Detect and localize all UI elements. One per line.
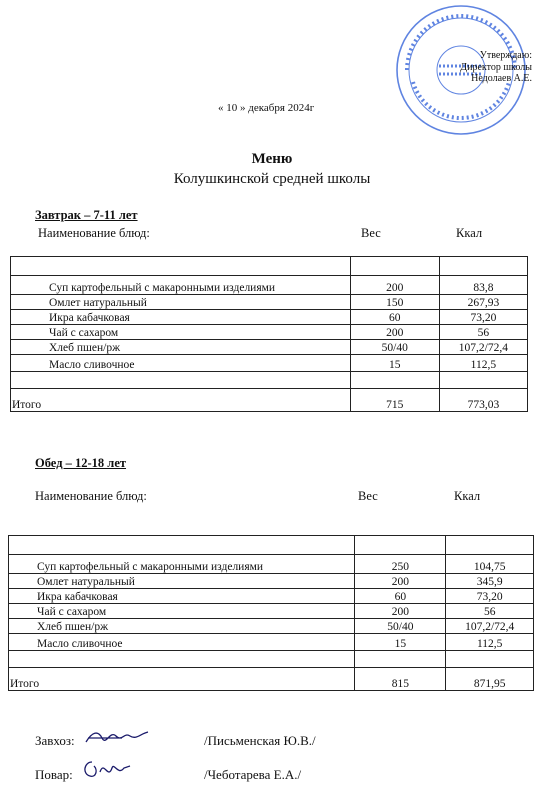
table-row — [11, 372, 528, 389]
cell-weight: 200 — [350, 276, 439, 295]
cell-kcal: 112,5 — [446, 634, 534, 651]
cell-name: Масло сливочное — [11, 355, 351, 372]
cell-kcal — [439, 257, 527, 276]
handwritten-signature-1 — [82, 724, 154, 750]
table-row — [9, 651, 534, 668]
cell-weight — [350, 372, 439, 389]
cell-weight: 250 — [355, 555, 446, 574]
table-row — [9, 668, 534, 691]
cell-name: Чай с сахаром — [9, 604, 355, 619]
table-row — [11, 257, 528, 276]
breakfast-col-kcal: Ккал — [456, 226, 483, 240]
cell-weight: 50/40 — [355, 619, 446, 634]
cell-kcal — [439, 372, 527, 389]
cell-weight: 15 — [350, 355, 439, 372]
cell-kcal — [446, 651, 534, 668]
cell-kcal: 73,20 — [446, 589, 534, 604]
page-subtitle: Колушкинской средней школы — [173, 171, 371, 187]
cell-name: Икра кабачковая — [9, 589, 355, 604]
table-row — [9, 634, 534, 651]
cell-weight — [355, 536, 446, 555]
cell-name: Хлеб пшен/рж — [9, 619, 355, 634]
cell-kcal — [446, 536, 534, 555]
cell-kcal: 56 — [439, 325, 527, 340]
cell-kcal: 73,20 — [439, 310, 527, 325]
table-row — [9, 536, 534, 555]
cell-name — [11, 257, 351, 276]
cell-weight: 715 — [350, 389, 439, 412]
table-row — [11, 295, 528, 310]
cell-kcal: 871,95 — [446, 668, 534, 691]
table-row — [9, 619, 534, 634]
table-row — [11, 325, 528, 340]
lunch-table — [8, 535, 534, 691]
cell-kcal: 267,93 — [439, 295, 527, 310]
breakfast-table — [10, 256, 528, 412]
table-row — [11, 310, 528, 325]
cell-name — [9, 536, 355, 555]
cell-name — [11, 372, 351, 389]
approval-block — [392, 50, 532, 85]
table-row — [11, 355, 528, 372]
cell-name: Суп картофельный с макаронными изделиями — [11, 276, 351, 295]
signature-name-2: /Чеботарева Е.А./ — [204, 767, 302, 782]
cell-weight — [355, 651, 446, 668]
breakfast-col-name: Наименование блюд: — [38, 226, 150, 240]
approval-line-2: Директор школы — [460, 61, 532, 73]
cell-kcal: 107,2/72,4 — [446, 619, 534, 634]
cell-weight: 815 — [355, 668, 446, 691]
lunch-heading: Обед – 12-18 лет — [35, 456, 127, 470]
approval-line-3: Недолаев А.Е. — [471, 73, 532, 84]
breakfast-col-weight: Вес — [361, 226, 381, 240]
cell-weight: 60 — [350, 310, 439, 325]
lunch-col-weight: Вес — [358, 489, 378, 503]
cell-kcal: 773,03 — [439, 389, 527, 412]
cell-weight: 200 — [355, 574, 446, 589]
table-row — [9, 555, 534, 574]
lunch-col-name: Наименование блюд: — [35, 489, 147, 503]
cell-kcal: 107,2/72,4 — [439, 340, 527, 355]
cell-name: Икра кабачковая — [11, 310, 351, 325]
cell-name: Масло сливочное — [9, 634, 355, 651]
table-row — [9, 604, 534, 619]
cell-kcal: 83,8 — [439, 276, 527, 295]
table-row — [9, 574, 534, 589]
table-row — [11, 389, 528, 412]
cell-weight: 60 — [355, 589, 446, 604]
cell-weight: 50/40 — [350, 340, 439, 355]
lunch-col-kcal: Ккал — [454, 489, 481, 503]
cell-name: Омлет натуральный — [9, 574, 355, 589]
cell-name: Чай с сахаром — [11, 325, 351, 340]
breakfast-heading: Завтрак – 7-11 лет — [35, 208, 138, 222]
page-title: Меню — [251, 151, 293, 167]
document-date: « 10 » декабря 2024г — [218, 102, 315, 114]
handwritten-signature-2 — [78, 754, 132, 784]
signature-role-1: Завхоз: — [35, 733, 75, 748]
cell-weight — [350, 257, 439, 276]
approval-line-1: Утверждаю: — [479, 50, 532, 61]
table-row — [11, 276, 528, 295]
cell-kcal: 104,75 — [446, 555, 534, 574]
cell-name: Омлет натуральный — [11, 295, 351, 310]
cell-name: Суп картофельный с макаронными изделиями — [9, 555, 355, 574]
cell-name: Итого — [11, 389, 351, 412]
cell-kcal: 112,5 — [439, 355, 527, 372]
cell-weight: 150 — [350, 295, 439, 310]
cell-kcal: 345,9 — [446, 574, 534, 589]
cell-kcal: 56 — [446, 604, 534, 619]
signature-role-2: Повар: — [35, 767, 73, 782]
cell-name — [9, 651, 355, 668]
cell-weight: 200 — [350, 325, 439, 340]
cell-name: Итого — [9, 668, 355, 691]
cell-name: Хлеб пшен/рж — [11, 340, 351, 355]
signature-name-1: /Письменская Ю.В./ — [204, 733, 316, 748]
cell-weight: 200 — [355, 604, 446, 619]
table-row — [11, 340, 528, 355]
cell-weight: 15 — [355, 634, 446, 651]
table-row — [9, 589, 534, 604]
